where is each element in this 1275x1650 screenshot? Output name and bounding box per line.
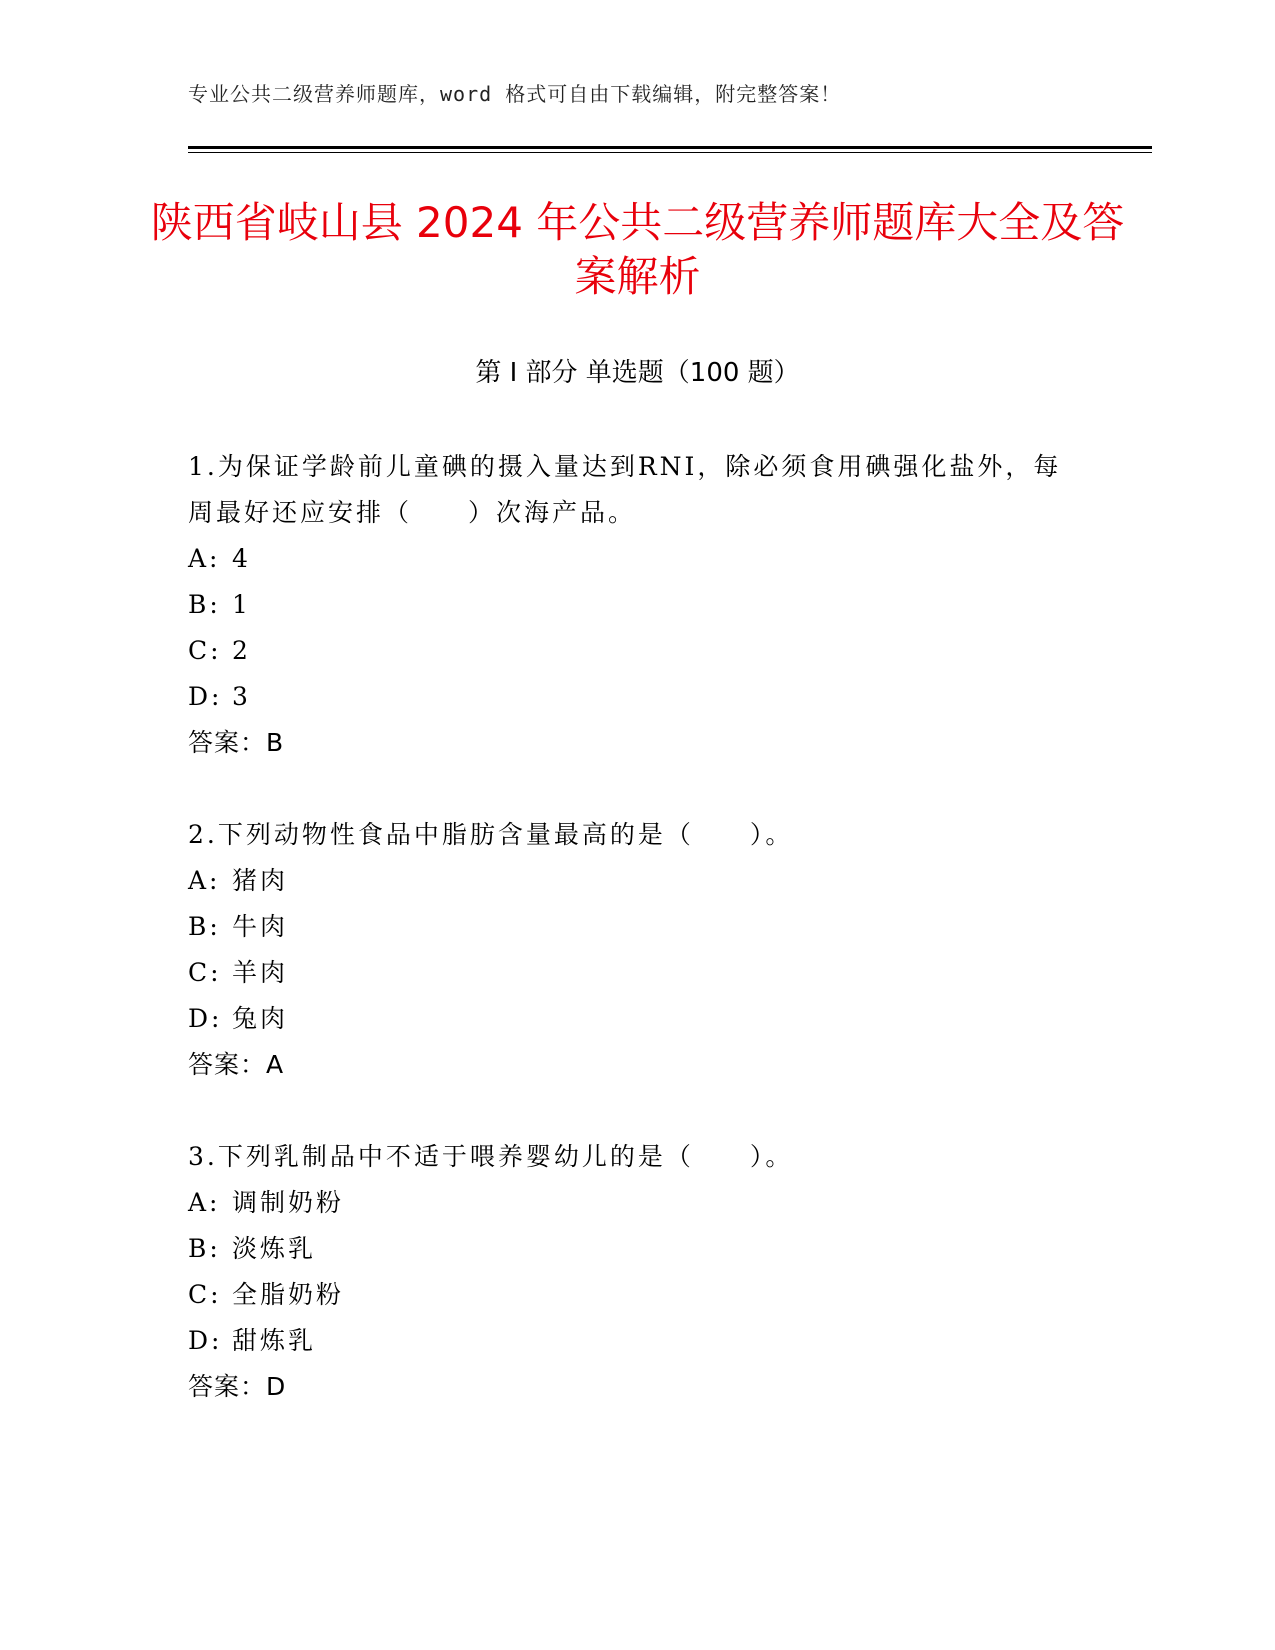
question-list (188, 444, 1088, 1456)
option-letter: D: (188, 1004, 223, 1033)
option-text: 3 (232, 682, 251, 711)
option-text: 调制奶粉 (232, 1188, 345, 1217)
option-text: 全脂奶粉 (232, 1280, 345, 1309)
option-letter: A: (188, 1188, 221, 1217)
option-text: 1 (232, 590, 251, 619)
option-letter: C: (188, 1280, 222, 1309)
option-text: 兔肉 (232, 1004, 289, 1033)
option-letter: A: (188, 866, 221, 895)
question-stem: 2.下列动物性食品中脂肪含量最高的是（ ）。 (188, 820, 794, 849)
option-letter: B: (188, 1234, 221, 1263)
option-letter: B: (188, 590, 221, 619)
option-letter: D: (188, 1326, 223, 1355)
option-a (188, 1180, 1088, 1226)
option-letter: C: (188, 958, 222, 987)
option-d (188, 996, 1088, 1042)
section-title: 第 I 部分 单选题（100 题） (475, 358, 800, 388)
answer-line: 答案：D (188, 1372, 287, 1401)
option-b (188, 1226, 1088, 1272)
option-letter: D: (188, 682, 223, 711)
option-text: 牛肉 (232, 912, 289, 941)
answer-line: 答案：A (188, 1050, 285, 1079)
question-item (188, 812, 1088, 1088)
question-item (188, 444, 1088, 766)
option-letter: B: (188, 912, 221, 941)
option-c (188, 1272, 1088, 1318)
option-c (188, 628, 1088, 674)
option-text: 4 (232, 544, 251, 573)
header-rule-thin (188, 152, 1152, 153)
option-text: 甜炼乳 (232, 1326, 317, 1355)
question-stem: 3.下列乳制品中不适于喂养婴幼儿的是（ ）。 (188, 1142, 794, 1171)
option-letter: C: (188, 636, 222, 665)
option-b (188, 582, 1088, 628)
option-text: 猪肉 (232, 866, 289, 895)
option-c (188, 950, 1088, 996)
option-d (188, 674, 1088, 720)
option-text: 淡炼乳 (232, 1234, 317, 1263)
question-item (188, 1134, 1088, 1410)
answer-line: 答案：B (188, 728, 285, 757)
option-d (188, 1318, 1088, 1364)
question-stem: 1.为保证学龄前儿童碘的摄入量达到RNI，除必须食用碘强化盐外，每周最好还应安排（ ）次海产品。 (188, 452, 1062, 527)
option-a (188, 858, 1088, 904)
option-a (188, 536, 1088, 582)
header-rule-thick (188, 146, 1152, 149)
option-letter: A: (188, 544, 221, 573)
option-text: 2 (232, 636, 251, 665)
option-text: 羊肉 (232, 958, 289, 987)
header-note: 专业公共二级营养师题库，word 格式可自由下载编辑，附完整答案！ (188, 82, 842, 106)
document-title: 陕西省岐山县 2024 年公共二级营养师题库大全及答案解析 (150, 198, 1125, 301)
option-b (188, 904, 1088, 950)
